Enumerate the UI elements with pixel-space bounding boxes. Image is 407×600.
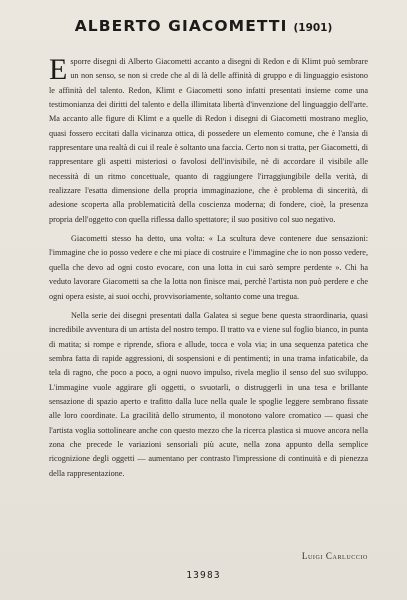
paragraph-1-text: sporre disegni di Alberto Giacometti accanto a disegni di Redon e di Klimt può sembrare un non senso, se non si crede che al di là delle affinità di gruppo e di linguaggio esistono le affinità del talento. Redon, Klimt e Giacometti sono infatti presentati insieme come una testimonianza dei diritti del talento e della illimitata libertà d'invenzione del linguaggio dell'arte. Ma accanto alle figure di Klimt e a quelle di Redon i disegni di Giacometti mostrano meglio, quasi fossero eccitati dalla vicinanza ottica, di possedere un elemento comune, che è l'ansia di rappresentare una realtà di cui il reale è soltanto una faccia. Certo non si tratta, per Giacometti, di rappresentare gli aspetti misteriosi o favolosi dell'invisibile, nè di accordare il visibile alle necessità di un ritmo concettuale, quanto di raggiungere l'irraggiungibile della verità, di realizzare l'esatta dimensione della propria immaginazione, che è problema di sincerità, di adesione scoperta alla problematicità della coscienza moderna; di fondere, cioè, la presenza propria dell'oggetto con quella riflessa dallo spettatore; il suo positivo col suo negativo. (49, 57, 368, 224)
paragraph-1 (49, 55, 368, 227)
author-signature: Luigi Carluccio (301, 551, 368, 561)
page-title: ALBERTO GIACOMETTI (74, 17, 288, 35)
artist-years: (1901) (293, 22, 333, 34)
essay-body (49, 55, 368, 486)
paragraph-2: Giacometti stesso ha detto, una volta: « La scultura deve contenere due sensazioni: l'immagine che io posso vedere e che mi piace di costruire e l'immagine che io non posso vedere, quella che devo ad ogni costo evocare, con una lotta in cui sarò sempre perdente ». Chi ha veduto lavorare Giacometti sa che la lotta non finisce mai, perchè l'artista non può perdere e che ogni opera esiste, ai suoi occhi, provvisoriamente, soltanto come una tregua. (49, 234, 368, 301)
paragraph-3: Nella serie dei disegni presentati dalla Galatea si segue bene questa straordinaria, quasi incredibile avventura di un artista del nostro tempo. Il tratto va e viene sul foglio bianco, in punta di matita; si rompe e riprende, sfiora e allude, tocca e vola via; in una sequenza patetica che sembra fatta di rapide aggressioni, di sospensioni e di pentimenti; in una trama infaticabile, da tela di ragno, che poco a poco, a ogni nuovo impulso, rivela meglio il senso del suo sviluppo. L'immagine vuole aggirare gli oggetti, o svuotarli, o distruggerli in una tesa e brillante sensazione di spazio aperto e trafitto dalla luce nella quale le spoglie leggere sembrano fissate alle loro coordinate. La gracilità dello strumento, il monotono valore cromatico — quasi che l'artista voglia sottolineare anche con questo mezzo che la ricerca plastica si muove ancora nella zona che precede le variazioni sensoriali più acute, nella zona appunto della semplice ricognizione degli oggetti — aumentano per contrasto l'impressione di continuità e di pienezza della rappresentazione. (49, 310, 368, 478)
page-header (0, 16, 407, 35)
page-number: 13983 (186, 570, 221, 581)
drop-cap: E (49, 53, 68, 86)
